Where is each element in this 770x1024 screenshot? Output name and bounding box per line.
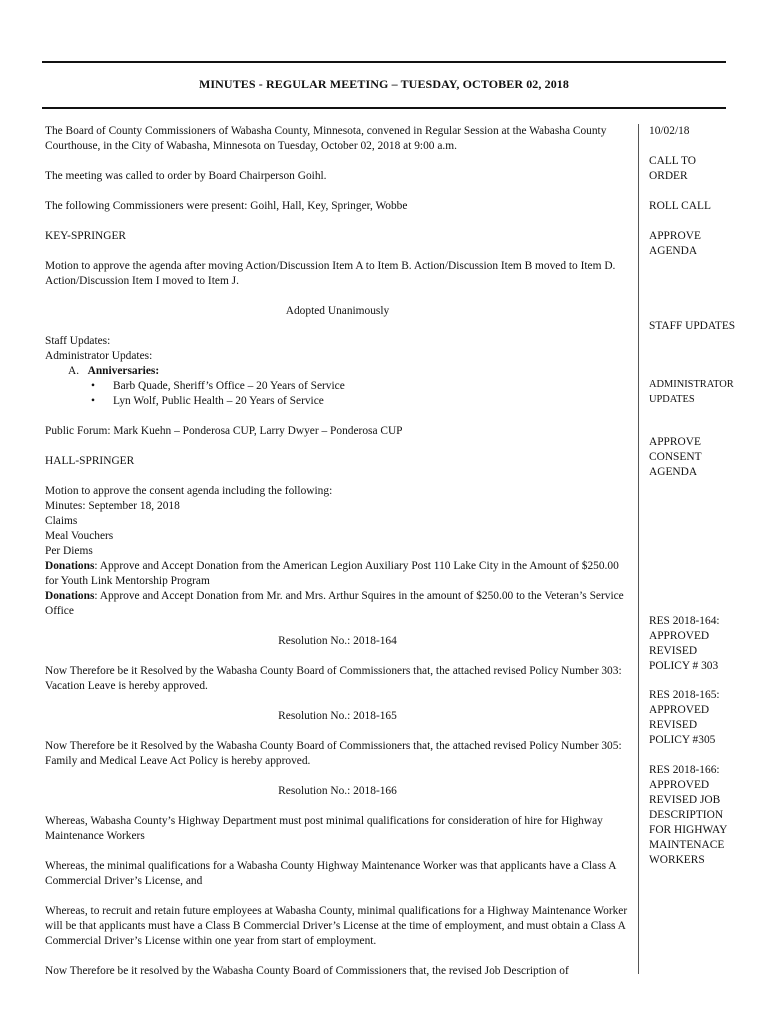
motion-names-hall-springer: HALL-SPRINGER [45,455,135,467]
list-item: • Barb Quade, Sheriff’s Office – 20 Years of Service [91,379,630,394]
margin-approve-agenda: APPROVE AGENDA [649,230,701,257]
agenda-motion-text: Motion to approve the agenda after moving Action/Discussion Item A to Item B. Action/Discussion Item B moved to Item D. Action/Discussion Item I moved to Item J. [45,260,616,287]
consent-intro: Motion to approve the consent agenda including the following: [45,485,333,497]
minutes-body [45,124,630,979]
margin-res-164: RES 2018-164: APPROVED REVISED POLICY # 303 [649,615,720,672]
adopted-unanimously: Adopted Unanimously [285,305,390,317]
resolution-165-text: Now Therefore be it Resolved by the Wabasha County Board of Commissioners that, the attached revised Policy Number 305: Family and Medical Leave Act Policy is hereby approved. [45,740,622,767]
resolution-164-text: Now Therefore be it Resolved by the Wabasha County Board of Commissioners that, the attached revised Policy Number 303: Vacation Leave is hereby approved. [45,665,622,692]
donations-label: Donations [45,590,95,602]
top-rule [42,61,726,63]
whereas-1: Whereas, Wabasha County’s Highway Department must post minimal qualifications for consideration of hire for Highway Maintenance Workers [45,815,603,842]
anniversaries-item [45,364,630,379]
resolution-166-text: Now Therefore be it resolved by the Wabasha County Board of Commissioners that, the revised Job Description of [45,965,569,977]
margin-date: 10/02/18 [649,125,690,137]
consent-claims: Claims [45,515,78,527]
administrator-updates-heading: Administrator Updates: [45,350,153,362]
whereas-3: Whereas, to recruit and retain future employees at Wabasha County, minimal qualifications for a Highway Maintenance Worker will be that applicants must have a Class B Commercial Driver’s License at the time of employment, and must obtain a Class A Commercial Driver’s License within one year from start of employment. [45,905,628,947]
margin-call-to-order: CALL TO ORDER [649,155,696,182]
anniversaries-label: Anniversaries: [87,365,160,377]
margin-res-165: RES 2018-165: APPROVED REVISED POLICY #305 [649,689,720,746]
donation-item [45,559,630,589]
consent-minutes: Minutes: September 18, 2018 [45,500,180,512]
margin-staff-updates: STAFF UPDATES [649,320,736,332]
call-to-order-text: The meeting was called to order by Board Chairperson Goihl. [45,170,327,182]
list-marker: A. [68,365,80,377]
resolution-165-heading: Resolution No.: 2018-165 [278,710,397,722]
donations-label: Donations [45,560,95,572]
resolution-166-heading: Resolution No.: 2018-166 [278,785,397,797]
list-item: • Lyn Wolf, Public Health – 20 Years of Service [91,394,630,409]
intro-paragraph: The Board of County Commissioners of Wabasha County, Minnesota, convened in Regular Session at the Wabasha County Courthouse, in the City of Wabasha, Minnesota on Tuesday, October 02, 2018 at 9:00 a.m. [45,125,607,152]
margin-roll-call: ROLL CALL [649,200,711,212]
title-rule [42,107,726,109]
anniversary-list [45,379,630,409]
donation-text: : Approve and Accept Donation from the American Legion Auxiliary Post 110 Lake City in the Amount of $250.00 for Youth Link Mentorship Program [45,560,619,587]
public-forum-text: Public Forum: Mark Kuehn – Ponderosa CUP, Larry Dwyer – Ponderosa CUP [45,425,403,437]
staff-updates-heading: Staff Updates: [45,335,111,347]
column-divider [638,124,639,974]
page-title: MINUTES - REGULAR MEETING – TUESDAY, OCTOBER 02, 2018 [198,77,570,91]
donation-text: : Approve and Accept Donation from Mr. and Mrs. Arthur Squires in the amount of $250.00 to the Veteran’s Service Office [45,590,624,617]
consent-per-diems: Per Diems [45,545,93,557]
whereas-2: Whereas, the minimal qualifications for a Wabasha County Highway Maintenance Worker was that applicants have a Class A Commercial Driver’s License, and [45,860,616,887]
roll-call-text: The following Commissioners were present: Goihl, Hall, Key, Springer, Wobbe [45,200,408,212]
donation-item [45,589,630,619]
margin-approve-consent-agenda: APPROVE CONSENT AGENDA [649,436,702,478]
margin-res-166: RES 2018-166: APPROVED REVISED JOB DESCRIPTION FOR HIGHWAY MAINTENACE WORKERS [649,764,727,866]
consent-meal-vouchers: Meal Vouchers [45,530,114,542]
resolution-164-heading: Resolution No.: 2018-164 [278,635,397,647]
motion-names-key-springer: KEY-SPRINGER [45,230,127,242]
margin-administrator-updates: ADMINISTRATOR UPDATES [649,379,734,405]
